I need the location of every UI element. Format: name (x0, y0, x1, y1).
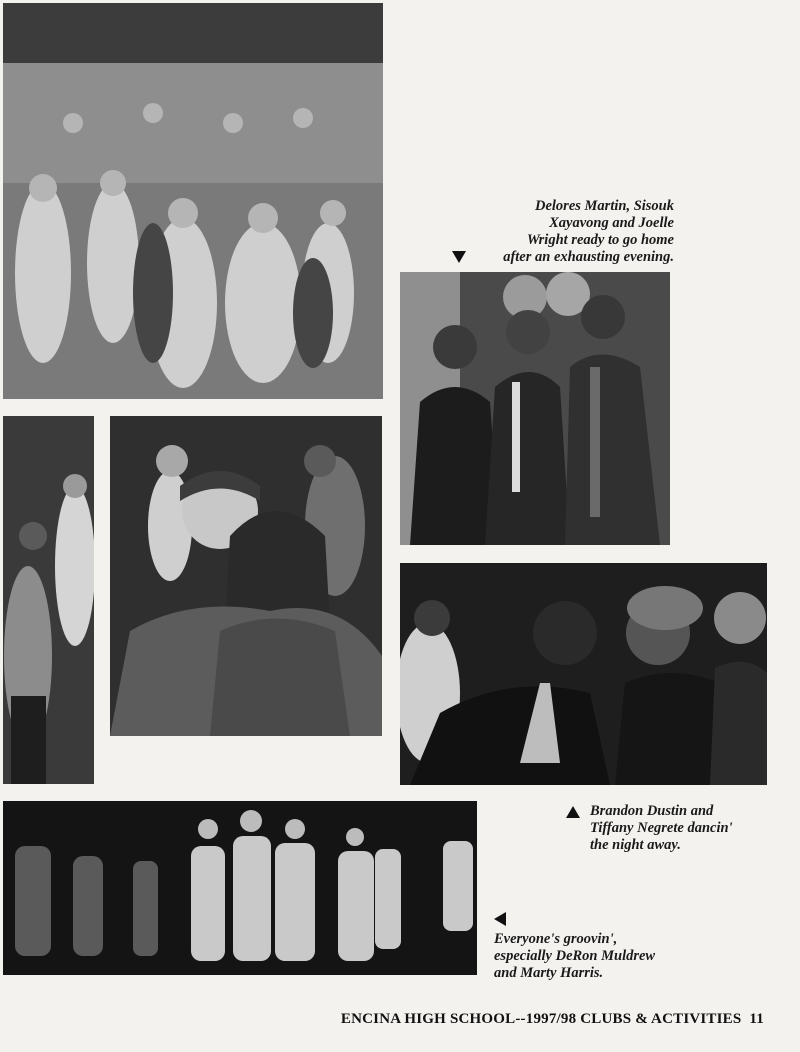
caption-line: Brandon Dustin and (590, 803, 714, 819)
photo-crowd-side (3, 416, 94, 784)
caption-line: Tiffany Negrete dancin' (590, 820, 733, 836)
caption-line: after an exhausting evening. (503, 249, 674, 265)
photo-dance-crowd (3, 3, 383, 399)
triangle-left-icon (494, 912, 506, 926)
caption-line: Everyone's groovin', (494, 931, 618, 947)
caption-line: and Marty Harris. (494, 965, 604, 981)
page-number: 11 (749, 1011, 764, 1027)
caption-girls-going-home (470, 198, 674, 266)
caption-line: the night away. (590, 837, 681, 853)
caption-brandon-tiffany (590, 803, 790, 854)
page-footer (341, 1011, 764, 1028)
photo-dancing-couple (400, 563, 767, 785)
photo-couple-closeup (110, 416, 382, 736)
triangle-down-icon (452, 251, 466, 263)
photo-dance-floor-dark (3, 801, 477, 975)
caption-line: Xayavong and Joelle (549, 215, 674, 231)
footer-title: ENCINA HIGH SCHOOL--1997/98 CLUBS & ACTIVITIES (340, 1011, 742, 1027)
caption-line: especially DeRon Muldrew (494, 948, 656, 964)
caption-line: Delores Martin, Sisouk (535, 198, 674, 214)
photo-three-girls-balloons (400, 272, 670, 545)
caption-everyone-groovin (494, 931, 714, 982)
triangle-up-icon (566, 806, 580, 818)
caption-line: Wright ready to go home (526, 232, 674, 248)
